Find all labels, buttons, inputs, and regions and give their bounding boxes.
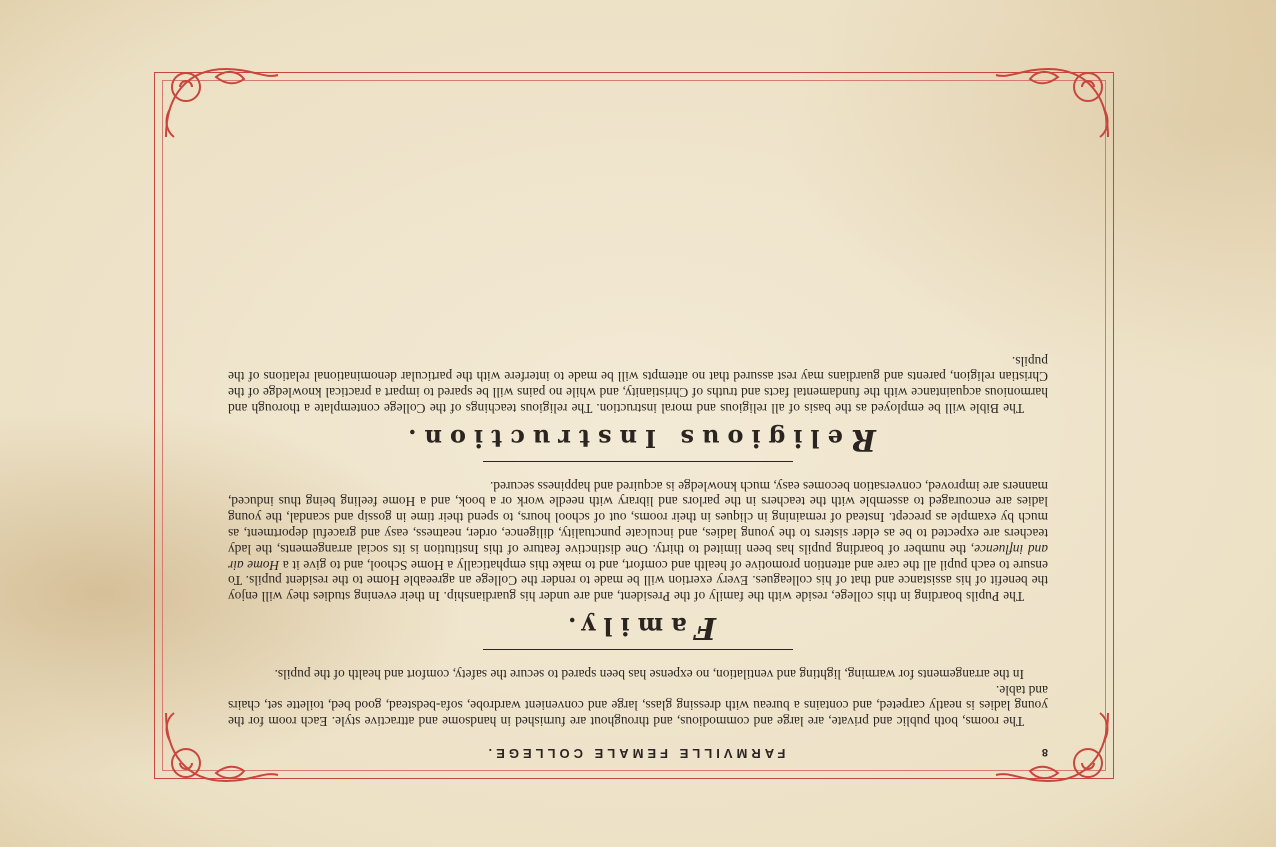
corner-ornament bbox=[988, 57, 1118, 147]
section-divider bbox=[483, 461, 793, 462]
section-divider bbox=[483, 649, 793, 650]
rooms-paragraph: In the arrangements for warming, lighting and ventilation, no expense has been spared to secure the safety, comfort and health of the pupils. bbox=[274, 666, 1024, 682]
page-body bbox=[228, 353, 1048, 765]
family-paragraph bbox=[228, 478, 1048, 604]
religious-heading: Religious Instruction. bbox=[400, 421, 876, 457]
running-head bbox=[228, 743, 1048, 761]
page-number: 8 bbox=[1041, 746, 1048, 758]
family-heading: Family. bbox=[559, 610, 717, 646]
religious-paragraph: The Bible will be employed as the basis of all religious and moral instruction. The religious teachings of the College contemplate a thorough and harmonious acquaintance with the fundamental facts and truths of Christianity, and while no pains will be spared to impart a practical knowledge of the Christian religion, parents and guardians may rest assured that no attempts will be made to interfere with the particular denominational relations of the pupils. bbox=[228, 353, 1048, 417]
family-emphasis: Home air and influence bbox=[228, 541, 1048, 573]
page-title: FARMVILLE FEMALE COLLEGE. bbox=[484, 746, 786, 761]
family-text: The Pupils boarding in this college, reside with the family of the President, and are under his guardianship. In their evening studies they will enjoy the benefit of his assistance and that of his colleagues. Every exertion will be made to render the College an agreeable Home to the resident pupils. To ensure to each pupil all the care and attention promotive of health and comfort, and to make this emphatically a Home School, and to give it a bbox=[228, 557, 1048, 605]
rooms-paragraph: The rooms, both public and private, are large and commodious, and throughout are furnished in handsome and attractive style. Each room for the young ladies is neatly carpeted, and contains a bureau with dressing glass, large and convenient wardrobe, sofa-bedstead, good bed, toilette set, chairs and table. bbox=[228, 682, 1048, 730]
family-text: , the number of boarding pupils has been limited to thirty. One distinctive feature of this Institution is its social arrangements, the lady teachers are expected to be as elder sisters to the young ladies, and inculcate punctuality, diligence, order, neatness, easy and graceful deportment, as much by example as precept. Instead of remaining in cliques in their rooms, out of school hours, to spend their time in gossip and scandal, the young ladies are encouraged to assemble with the teachers in the parlors and library with needle work or a book, and a Home feeling being thus induced, manners are improved, conversation becomes easy, much knowledge is acquired and happiness secured. bbox=[228, 478, 1048, 557]
corner-ornament bbox=[156, 57, 286, 147]
